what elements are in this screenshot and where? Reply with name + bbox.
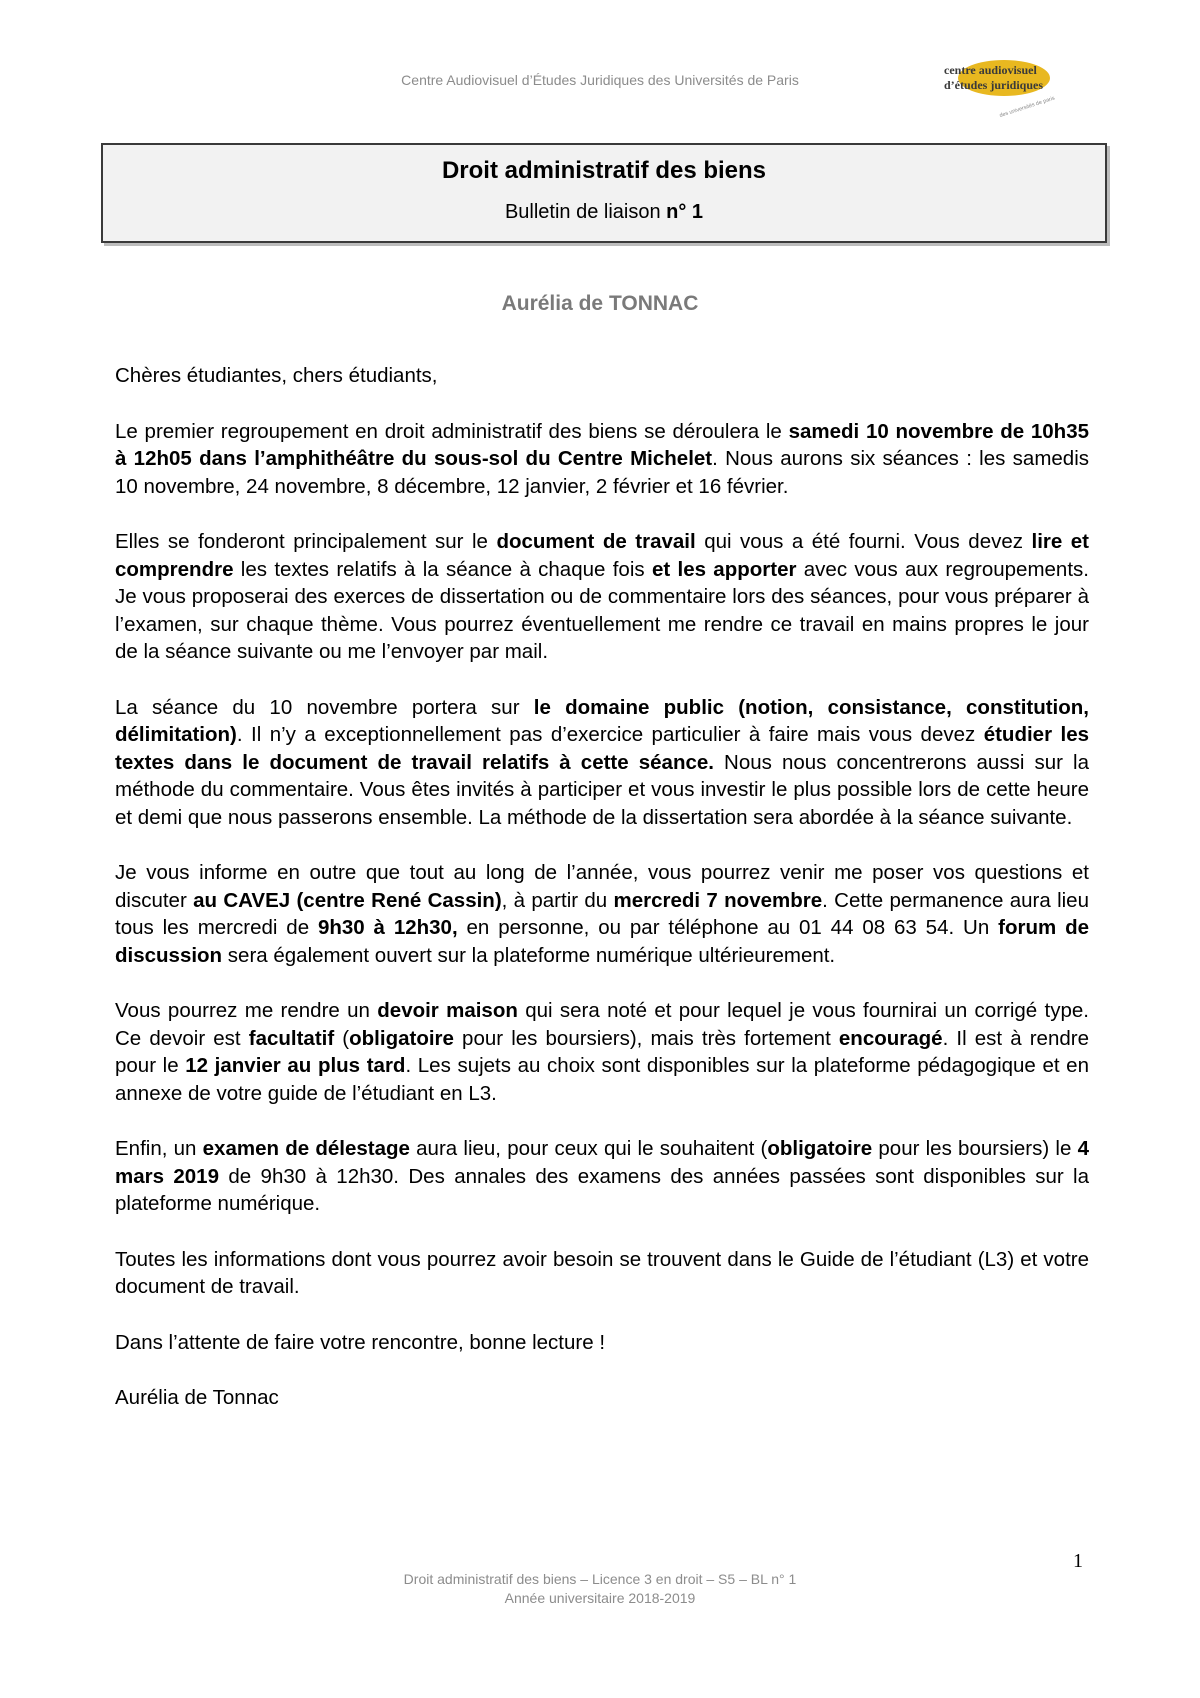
paragraph-schedule [115, 418, 1089, 501]
paragraph-exam [115, 1135, 1089, 1218]
closing-line: Dans l’attente de faire votre rencontre, bonne lecture ! [115, 1330, 606, 1354]
page-number: 1 [1073, 1550, 1083, 1572]
bold-run: 9h30 à 12h30, [317, 916, 458, 939]
text-run: Vous pourrez me rendre un [115, 999, 378, 1022]
text-run: . Nous aurons six séances : les samedis 10 novembre, 24 novembre, 8 décembre, 12 janvier, 2 février et 16 février. [115, 447, 1090, 498]
text-run: Nous nous concentrerons aussi sur la méthode du commentaire. Vous êtes invités à participer et vous investir le plus possible lors de cette heure et demi que nous passerons ensemble. La méthode de la dissertation sera abordée à la séance suivante. [115, 750, 1089, 829]
footer-line-2: Année universitaire 2018-2019 [504, 1590, 696, 1606]
bold-run: au CAVEJ (centre René Cassin) [193, 888, 502, 912]
bold-run: 4 mars 2019 [115, 1137, 1089, 1188]
logo-arc-text: des universités de paris [998, 95, 1056, 120]
footer-line-1: Droit administratif des biens – Licence 3 en droit – S5 – BL n° 1 [403, 1571, 797, 1587]
bulletin-subtitle [103, 201, 1105, 224]
text-run: pour les boursiers), mais très fortement [453, 1026, 839, 1050]
bold-run: obligatoire [349, 1026, 454, 1050]
bold-run: et les apporter [651, 557, 797, 581]
text-run: . Il n’y a exceptionnellement pas d’exercice particulier à faire mais vous devez [236, 723, 984, 746]
text-run: pour les boursiers) le [872, 1137, 1078, 1160]
text-run: La séance du 10 novembre portera sur [115, 695, 534, 719]
bold-run: mercredi 7 novembre [613, 888, 823, 912]
text-run: les textes relatifs à la séance à chaque fois [233, 557, 652, 581]
cavej-logo-graphic [938, 56, 1088, 128]
paragraph-first-session [115, 694, 1089, 832]
text-run: qui vous a été fourni. Vous devez [695, 530, 1032, 553]
text-run: ( [334, 1026, 350, 1050]
bold-run: le domaine public (notion, consistance, constitution, délimitation) [115, 695, 1089, 746]
text-run: , à partir du [501, 888, 614, 912]
bold-run: document de travail [496, 530, 696, 553]
bulletin-prefix: Bulletin de liaison [504, 201, 667, 223]
bold-run: obligatoire [767, 1137, 873, 1160]
bold-run: facultatif [248, 1026, 335, 1050]
logo-line-1: centre audiovisuel [944, 63, 1037, 77]
paragraph-information: Toutes les informations dont vous pourrez avoir besoin se trouvent dans le Guide de l’étudiant (L3) et votre document de travail. [115, 1247, 1089, 1298]
signature: Aurélia de Tonnac [115, 1386, 279, 1409]
bold-run: samedi 10 novembre de 10h35 à 12h05 dans l’amphithéâtre du sous-sol du Centre Michelet [115, 419, 1090, 470]
text-run: . Il est à rendre pour le [115, 1026, 1089, 1077]
title-box [101, 143, 1107, 243]
bold-run: étudier les textes dans le document de travail relatifs à cette séance. [115, 723, 1089, 774]
author-heading: Aurélia de TONNAC [501, 292, 699, 315]
text-run: Elles se fonderont principalement sur le [115, 530, 497, 553]
text-run: sera également ouvert sur la plateforme numérique ultérieurement. [222, 943, 836, 967]
page-header: Centre Audiovisuel d’Études Juridiques des Universités de Paris [401, 72, 799, 88]
letter-body [115, 362, 1089, 1440]
bold-run: 12 janvier au plus tard [185, 1054, 406, 1077]
text-run: . Cette permanence aura lieu tous les mercredi de [115, 888, 1089, 939]
text-run: de 9h30 à 12h30. Des annales des examens des années passées sont disponibles sur la plateforme numérique. [115, 1164, 1090, 1215]
bold-run: devoir maison [377, 999, 518, 1022]
greeting: Chères étudiantes, chers étudiants, [115, 364, 438, 387]
text-run: Enfin, un [115, 1137, 203, 1160]
bold-run: forum de discussion [115, 916, 1089, 967]
bulletin-number: n° 1 [666, 201, 704, 223]
page-footer [0, 1570, 1200, 1608]
text-run: Le premier regroupement en droit administratif des biens se déroulera le [115, 419, 789, 443]
text-run: Je vous informe en outre que tout au long de l’année, vous pourrez venir me poser vos questions et discuter [115, 861, 1089, 912]
logo-line-2: d’études juridiques [944, 78, 1044, 92]
paragraph-homework [115, 997, 1089, 1107]
bold-run: encouragé [838, 1026, 943, 1050]
paragraph-work-document [115, 528, 1089, 666]
document-title: Droit administratif des biens [441, 157, 767, 184]
bold-run: examen de délestage [202, 1137, 410, 1160]
text-run: . Les sujets au choix sont disponibles sur la plateforme pédagogique et en annexe de votre guide de l’étudiant en L3. [115, 1054, 1089, 1105]
text-run: qui sera noté et pour lequel je vous fournirai un corrigé type. Ce devoir est [115, 999, 1089, 1050]
text-run: aura lieu, pour ceux qui le souhaitent ( [409, 1137, 768, 1160]
text-run: avec vous aux regroupements. Je vous proposerai des exerces de dissertation ou de commentaire lors des séances, pour vous préparer à l’examen, sur chaque thème. Vous pourrez éventuellement me rendre ce travail en mains propres le jour de la séance suivante ou me l’envoyer par mail. [115, 557, 1089, 663]
text-run: en personne, ou par téléphone au 01 44 08 63 54. Un [457, 916, 999, 939]
cavej-logo [938, 56, 1088, 128]
paragraph-office-hours [115, 859, 1089, 969]
bold-run: lire et comprendre [115, 530, 1089, 581]
